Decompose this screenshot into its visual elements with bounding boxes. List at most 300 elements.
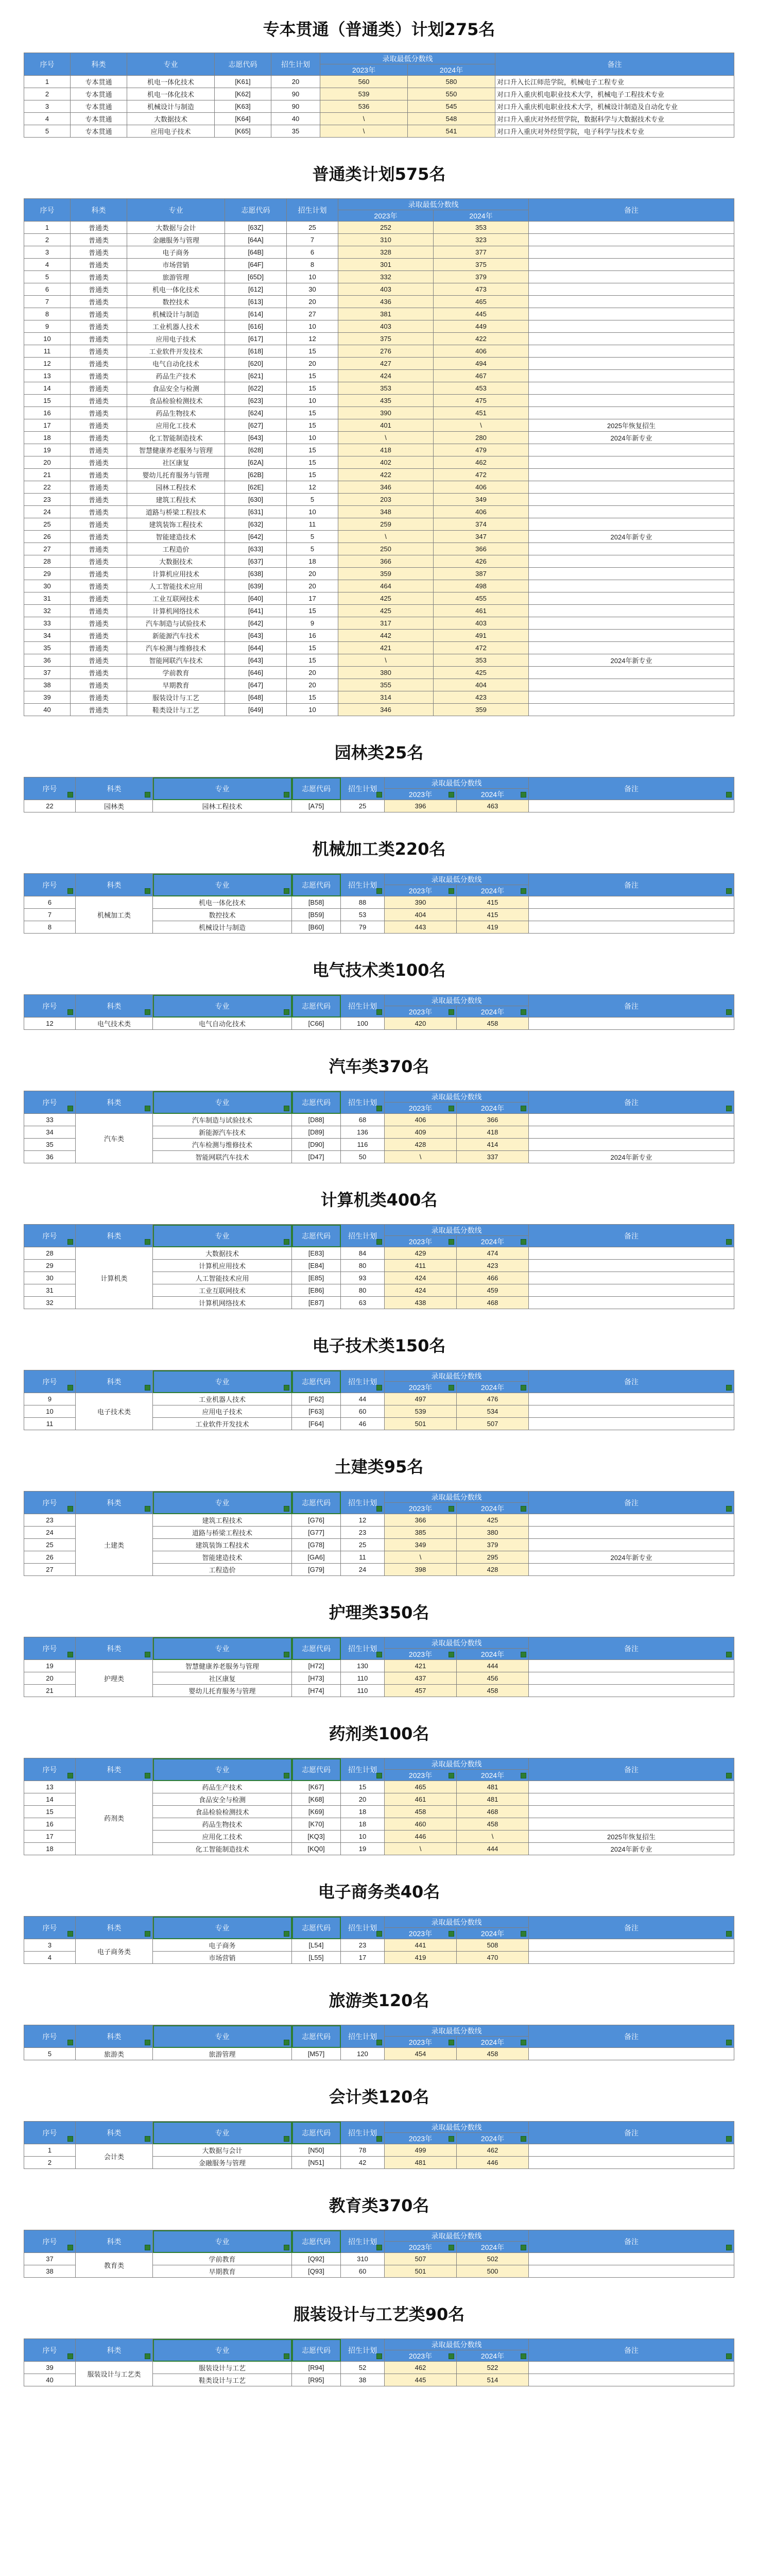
cell-major: 药品生物技术	[153, 1818, 292, 1831]
cell-plan: 116	[341, 1139, 385, 1151]
header-note: 备注	[529, 1917, 734, 1939]
cell-score-2024: 353	[434, 654, 529, 667]
cell-plan: 78	[341, 2144, 385, 2157]
header-code: 志愿代码	[292, 995, 341, 1018]
cell-seq: 25	[24, 1539, 76, 1551]
header-cat: 科类	[76, 874, 153, 896]
table-row	[24, 234, 734, 246]
cell-code: [K70]	[292, 1818, 341, 1831]
header-seq: 序号	[24, 874, 76, 896]
cell-cat: 普通类	[71, 222, 127, 234]
cell-score-2023: 424	[385, 1272, 457, 1284]
cell-code: [639]	[225, 580, 287, 592]
cell-score-2023: 441	[385, 1939, 457, 1952]
header-seq: 序号	[24, 199, 71, 222]
cell-plan: 136	[341, 1126, 385, 1139]
cell-cat: 普通类	[71, 691, 127, 704]
cell-seq: 9	[24, 320, 71, 333]
cell-plan: 63	[341, 1297, 385, 1309]
cell-note	[529, 630, 734, 642]
cell-score-2024: 494	[434, 358, 529, 370]
cell-note	[529, 800, 734, 812]
cell-note	[529, 2144, 734, 2157]
table-row	[24, 2362, 734, 2374]
table-row	[24, 308, 734, 320]
cell-cat: 机械加工类	[76, 896, 153, 934]
cell-cat: 普通类	[71, 444, 127, 456]
category-title: 土建类95名	[334, 1457, 424, 1477]
cell-seq: 27	[24, 543, 71, 555]
category-section	[24, 957, 734, 1030]
cell-major: 服装设计与工艺	[127, 691, 225, 704]
header-note: 备注	[495, 53, 734, 76]
cell-score-2023: 276	[338, 345, 434, 358]
cell-score-2024: 323	[434, 234, 529, 246]
cell-plan: 40	[271, 113, 320, 125]
cell-note	[529, 704, 734, 716]
category-section	[24, 2301, 734, 2386]
table-row	[24, 1018, 734, 1030]
cell-score-2023: 409	[385, 1126, 457, 1139]
cell-score-2023: 445	[385, 2374, 457, 2386]
cell-plan: 25	[341, 1539, 385, 1551]
cell-score-2023: 402	[338, 456, 434, 469]
cell-seq: 38	[24, 2265, 76, 2278]
cell-code: [L55]	[292, 1952, 341, 1964]
category-table	[24, 1491, 734, 1576]
category-section	[24, 836, 734, 934]
header-seq: 序号	[24, 1492, 76, 1514]
cell-note	[529, 2253, 734, 2265]
cell-cat: 护理类	[76, 1660, 153, 1697]
cell-score-2023: \	[320, 113, 408, 125]
table-row	[24, 1393, 734, 1405]
cell-major: 金融服务与管理	[153, 2157, 292, 2169]
cell-plan: 17	[287, 592, 338, 605]
cell-score-2024: 467	[434, 370, 529, 382]
cell-code: [KQ3]	[292, 1831, 341, 1843]
cell-cat: 普通类	[71, 382, 127, 395]
cell-note	[529, 580, 734, 592]
cell-seq: 35	[24, 642, 71, 654]
cell-code: [640]	[225, 592, 287, 605]
cell-plan: 20	[271, 76, 320, 88]
cell-major: 工业机器人技术	[127, 320, 225, 333]
cell-seq: 13	[24, 1781, 76, 1793]
cell-plan: 52	[341, 2362, 385, 2374]
category-title: 会计类120名	[329, 2087, 429, 2107]
cell-plan: 7	[287, 234, 338, 246]
cell-code: [K61]	[215, 76, 271, 88]
category-section	[24, 1600, 734, 1697]
table-row	[24, 654, 734, 667]
cell-score-2024: 470	[457, 1952, 529, 1964]
header-score-group: 录取最低分数线	[385, 1917, 529, 1928]
cell-seq: 6	[24, 283, 71, 296]
cell-score-2023: 353	[338, 382, 434, 395]
table-row	[24, 395, 734, 407]
cell-major: 机械设计与制造	[127, 100, 215, 113]
header-2024: 2024年	[457, 1770, 529, 1781]
cell-score-2024: 445	[434, 308, 529, 320]
category-title: 药剂类100名	[329, 1724, 429, 1743]
cell-cat: 旅游类	[76, 2048, 153, 2060]
cell-score-2023: 497	[385, 1393, 457, 1405]
category-title: 电子技术类150名	[312, 1336, 446, 1355]
header-code: 志愿代码	[292, 2025, 341, 2048]
cell-score-2023: 203	[338, 494, 434, 506]
cell-plan: 42	[341, 2157, 385, 2169]
header-major: 专业	[153, 995, 292, 1018]
header-code: 志愿代码	[292, 1225, 341, 1247]
header-2023: 2023年	[385, 1770, 457, 1781]
header-2023: 2023年	[385, 1928, 457, 1939]
cell-major: 化工智能制造技术	[127, 432, 225, 444]
cell-score-2024: 456	[457, 1672, 529, 1685]
cell-major: 食品安全与检测	[153, 1793, 292, 1806]
cell-score-2023: 396	[385, 800, 457, 812]
cell-cat: 专本贯通	[71, 76, 127, 88]
cell-cat: 普通类	[71, 271, 127, 283]
cell-note	[529, 345, 734, 358]
cell-code: [631]	[225, 506, 287, 518]
cell-code: [H72]	[292, 1660, 341, 1672]
cell-score-2024: 366	[434, 543, 529, 555]
cell-score-2024: 415	[457, 909, 529, 921]
cell-score-2024: 404	[434, 679, 529, 691]
cell-note	[529, 2157, 734, 2169]
cell-plan: 16	[287, 630, 338, 642]
cell-cat: 普通类	[71, 642, 127, 654]
cell-plan: 24	[341, 1564, 385, 1576]
cell-note	[529, 494, 734, 506]
cell-score-2024: 580	[408, 76, 495, 88]
table-row	[24, 1660, 734, 1672]
cell-plan: 310	[341, 2253, 385, 2265]
cell-seq: 4	[24, 1952, 76, 1964]
cell-note	[529, 1297, 734, 1309]
cell-seq: 18	[24, 432, 71, 444]
cell-code: [E83]	[292, 1247, 341, 1260]
cell-score-2023: \	[385, 1843, 457, 1855]
cell-code: [647]	[225, 679, 287, 691]
cell-score-2024: 462	[434, 456, 529, 469]
header-cat: 科类	[76, 1370, 153, 1393]
cell-major: 智慧健康养老服务与管理	[127, 444, 225, 456]
header-score-group: 录取最低分数线	[320, 53, 495, 64]
cell-score-2024: 446	[457, 2157, 529, 2169]
table-row	[24, 76, 734, 88]
header-major: 专业	[153, 2025, 292, 2048]
cell-code: [643]	[225, 654, 287, 667]
cell-score-2023: 446	[385, 1831, 457, 1843]
cell-score-2023: 390	[385, 896, 457, 909]
cell-cat: 普通类	[71, 259, 127, 271]
table-row	[24, 679, 734, 691]
table-row	[24, 407, 734, 419]
cell-plan: 60	[341, 2265, 385, 2278]
cell-major: 药品生产技术	[127, 370, 225, 382]
cell-note	[529, 1806, 734, 1818]
cell-code: [N50]	[292, 2144, 341, 2157]
category-title: 电子商务类40名	[318, 1882, 440, 1902]
table-row	[24, 432, 734, 444]
cell-seq: 14	[24, 382, 71, 395]
cell-code: [K69]	[292, 1806, 341, 1818]
header-cat: 科类	[76, 2122, 153, 2144]
header-plan: 招生计划	[341, 1370, 385, 1393]
cell-note	[529, 2048, 734, 2060]
cell-score-2024: 387	[434, 568, 529, 580]
header-major: 专业	[153, 1091, 292, 1114]
header-code: 志愿代码	[292, 2230, 341, 2253]
cell-cat: 普通类	[71, 308, 127, 320]
table-row	[24, 370, 734, 382]
cell-cat: 普通类	[71, 358, 127, 370]
cell-score-2024: 403	[434, 617, 529, 630]
cell-seq: 5	[24, 125, 71, 138]
cell-score-2024: 406	[434, 345, 529, 358]
cell-seq: 4	[24, 259, 71, 271]
cell-plan: 88	[341, 896, 385, 909]
table-row	[24, 1514, 734, 1527]
cell-plan: 15	[287, 691, 338, 704]
cell-code: [G79]	[292, 1564, 341, 1576]
cell-seq: 10	[24, 1405, 76, 1418]
cell-major: 新能源汽车技术	[153, 1126, 292, 1139]
cell-score-2024: 280	[434, 432, 529, 444]
table-row	[24, 100, 734, 113]
cell-score-2024: 474	[457, 1247, 529, 1260]
cell-code: [E86]	[292, 1284, 341, 1297]
cell-seq: 30	[24, 580, 71, 592]
cell-cat: 普通类	[71, 605, 127, 617]
header-plan: 招生计划	[341, 1758, 385, 1781]
cell-score-2023: 317	[338, 617, 434, 630]
cell-score-2023: 250	[338, 543, 434, 555]
cell-seq: 1	[24, 76, 71, 88]
cell-cat: 普通类	[71, 494, 127, 506]
cell-seq: 19	[24, 444, 71, 456]
cell-cat: 土建类	[76, 1514, 153, 1576]
cell-plan: 15	[287, 444, 338, 456]
cell-code: [Q92]	[292, 2253, 341, 2265]
header-cat: 科类	[76, 1492, 153, 1514]
category-sections	[24, 740, 734, 2386]
cell-score-2024: 451	[434, 407, 529, 419]
cell-note	[529, 605, 734, 617]
cell-major: 建筑工程技术	[127, 494, 225, 506]
cell-plan: 60	[341, 1405, 385, 1418]
cell-plan: 20	[287, 679, 338, 691]
header-code: 志愿代码	[225, 199, 287, 222]
putong-table-body	[24, 222, 734, 716]
cell-code: [D89]	[292, 1126, 341, 1139]
cell-cat: 普通类	[71, 345, 127, 358]
cell-note	[529, 1018, 734, 1030]
cell-score-2023: 422	[338, 469, 434, 481]
header-cat: 科类	[76, 2230, 153, 2253]
cell-score-2023: 421	[338, 642, 434, 654]
cell-seq: 34	[24, 630, 71, 642]
cell-code: [K63]	[215, 100, 271, 113]
header-2024: 2024年	[434, 210, 529, 222]
header-2024: 2024年	[408, 64, 495, 76]
cell-cat: 药剂类	[76, 1781, 153, 1855]
cell-major: 数控技术	[127, 296, 225, 308]
cell-code: [623]	[225, 395, 287, 407]
cell-plan: 5	[287, 494, 338, 506]
cell-note: 2024年新专业	[529, 531, 734, 543]
cell-plan: 90	[271, 100, 320, 113]
cell-score-2023: 314	[338, 691, 434, 704]
header-note: 备注	[529, 2025, 734, 2048]
category-table	[24, 1637, 734, 1697]
cell-cat: 普通类	[71, 407, 127, 419]
cell-code: [617]	[225, 333, 287, 345]
cell-seq: 23	[24, 1514, 76, 1527]
cell-note	[529, 1685, 734, 1697]
cell-score-2023: 346	[338, 704, 434, 716]
header-major: 专业	[153, 1758, 292, 1781]
header-code: 志愿代码	[292, 1637, 341, 1660]
cell-major: 大数据与会计	[127, 222, 225, 234]
cell-code: [642]	[225, 531, 287, 543]
cell-code: [620]	[225, 358, 287, 370]
header-plan: 招生计划	[341, 1492, 385, 1514]
cell-score-2024: 425	[457, 1514, 529, 1527]
header-code: 志愿代码	[292, 1917, 341, 1939]
cell-major: 学前教育	[153, 2253, 292, 2265]
cell-score-2023: \	[320, 125, 408, 138]
table-row	[24, 469, 734, 481]
cell-plan: 68	[341, 1114, 385, 1126]
cell-plan: 15	[287, 407, 338, 419]
header-cat: 科类	[76, 995, 153, 1018]
cell-score-2023: 348	[338, 506, 434, 518]
cell-seq: 35	[24, 1139, 76, 1151]
cell-plan: 15	[287, 605, 338, 617]
cell-major: 机电一体化技术	[153, 896, 292, 909]
cell-plan: 17	[341, 1952, 385, 1964]
header-2024: 2024年	[457, 1649, 529, 1660]
header-plan: 招生计划	[341, 2122, 385, 2144]
cell-code: [G78]	[292, 1539, 341, 1551]
cell-code: [F63]	[292, 1405, 341, 1418]
cell-note	[529, 259, 734, 271]
header-seq: 序号	[24, 2230, 76, 2253]
cell-seq: 12	[24, 358, 71, 370]
header-2023: 2023年	[385, 1649, 457, 1660]
cell-major: 计算机网络技术	[153, 1297, 292, 1309]
cell-plan: 18	[341, 1818, 385, 1831]
cell-plan: 11	[341, 1551, 385, 1564]
cell-score-2024: 406	[434, 481, 529, 494]
cell-seq: 36	[24, 654, 71, 667]
cell-score-2023: 560	[320, 76, 408, 88]
cell-note	[529, 667, 734, 679]
cell-score-2024: 462	[457, 2144, 529, 2157]
header-score-group: 录取最低分数线	[385, 2339, 529, 2350]
cell-major: 机电一体化技术	[127, 88, 215, 100]
cell-plan: 120	[341, 2048, 385, 2060]
cell-cat: 普通类	[71, 395, 127, 407]
cell-major: 工业机器人技术	[153, 1393, 292, 1405]
cell-score-2024: 379	[457, 1539, 529, 1551]
cell-code: [K67]	[292, 1781, 341, 1793]
cell-seq: 24	[24, 506, 71, 518]
cell-major: 机电一体化技术	[127, 76, 215, 88]
header-plan: 招生计划	[341, 874, 385, 896]
cell-major: 智能网联汽车技术	[153, 1151, 292, 1163]
header-score-group: 录取最低分数线	[385, 874, 529, 885]
cell-cat: 普通类	[71, 580, 127, 592]
cell-plan: 10	[287, 506, 338, 518]
cell-cat: 普通类	[71, 320, 127, 333]
cell-score-2023: 332	[338, 271, 434, 283]
cell-note	[529, 234, 734, 246]
cell-score-2024: 545	[408, 100, 495, 113]
cell-score-2024: 461	[434, 605, 529, 617]
cell-score-2023: \	[338, 654, 434, 667]
cell-major: 智慧健康养老服务与管理	[153, 1660, 292, 1672]
cell-note	[529, 1939, 734, 1952]
cell-plan: 10	[287, 395, 338, 407]
header-code: 志愿代码	[292, 777, 341, 800]
cell-cat: 普通类	[71, 506, 127, 518]
cell-cat: 普通类	[71, 617, 127, 630]
cell-seq: 27	[24, 1564, 76, 1576]
cell-major: 早期教育	[153, 2265, 292, 2278]
cell-seq: 22	[24, 481, 71, 494]
cell-cat: 专本贯通	[71, 125, 127, 138]
cell-score-2023: 398	[385, 1564, 457, 1576]
cell-plan: 15	[287, 469, 338, 481]
cell-code: [C66]	[292, 1018, 341, 1030]
table-row	[24, 2253, 734, 2265]
cell-seq: 39	[24, 2362, 76, 2374]
cell-note	[529, 333, 734, 345]
cell-cat: 教育类	[76, 2253, 153, 2278]
cell-plan: 38	[341, 2374, 385, 2386]
putong-table	[24, 198, 734, 716]
cell-score-2023: 461	[385, 1793, 457, 1806]
cell-score-2024: 449	[434, 320, 529, 333]
cell-score-2023: \	[385, 1151, 457, 1163]
cell-note	[529, 1952, 734, 1964]
cell-note	[529, 909, 734, 921]
cell-major: 数控技术	[153, 909, 292, 921]
table-row	[24, 617, 734, 630]
cell-seq: 20	[24, 1672, 76, 1685]
table-row	[24, 568, 734, 580]
category-title: 护理类350名	[329, 1603, 429, 1622]
cell-code: [Q93]	[292, 2265, 341, 2278]
zhuanben-title: 专本贯通（普通类）计划275名	[263, 20, 495, 39]
cell-plan: 18	[341, 1806, 385, 1818]
cell-note: 2024年新专业	[529, 654, 734, 667]
cell-code: [648]	[225, 691, 287, 704]
cell-score-2023: 464	[338, 580, 434, 592]
cell-plan: 20	[287, 296, 338, 308]
cell-note	[529, 555, 734, 568]
cell-score-2024: 514	[457, 2374, 529, 2386]
header-plan: 招生计划	[341, 2230, 385, 2253]
cell-seq: 22	[24, 800, 76, 812]
table-row	[24, 320, 734, 333]
cell-major: 电子商务	[153, 1939, 292, 1952]
cell-major: 大数据技术	[127, 555, 225, 568]
